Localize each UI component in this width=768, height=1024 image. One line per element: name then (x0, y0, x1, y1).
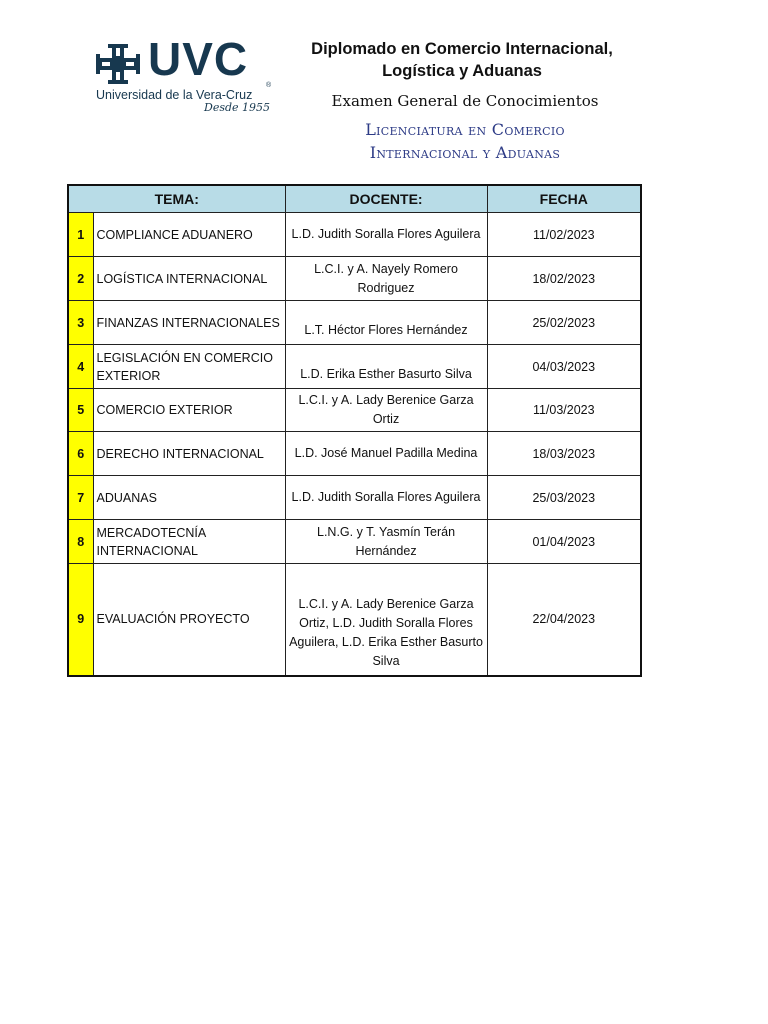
header-fecha: FECHA (487, 185, 641, 213)
row-fecha: 11/02/2023 (487, 213, 641, 257)
university-name: Universidad de la Vera-Cruz (96, 88, 253, 102)
table-row (68, 389, 641, 432)
table-row (68, 213, 641, 257)
row-fecha: 11/03/2023 (487, 389, 641, 432)
founded-text: Desde 1955 (204, 101, 271, 114)
row-tema: COMPLIANCE ADUANERO (93, 213, 285, 257)
row-number: 4 (68, 345, 93, 389)
table-row (68, 257, 641, 301)
row-tema: LOGÍSTICA INTERNACIONAL (93, 257, 285, 301)
row-number: 7 (68, 476, 93, 520)
row-tema: COMERCIO EXTERIOR (93, 389, 285, 432)
row-tema: LEGISLACIÓN EN COMERCIO EXTERIOR (93, 345, 285, 389)
program-title (292, 38, 632, 82)
row-tema: DERECHO INTERNACIONAL (93, 432, 285, 476)
row-docente: L.D. José Manuel Padilla Medina (285, 432, 487, 476)
program-title-line2: Logística y Aduanas (382, 62, 542, 80)
row-number: 8 (68, 520, 93, 564)
header-docente: DOCENTE: (285, 185, 487, 213)
schedule-table (67, 184, 642, 677)
row-number: 2 (68, 257, 93, 301)
uvc-logo (96, 33, 272, 116)
row-number: 5 (68, 389, 93, 432)
degree-title-line2: Internacional y Aduanas (369, 143, 561, 162)
row-docente: L.C.I. y A. Lady Berenice Garza Ortiz, L.D. Judith Soralla Flores Aguilera, L.D. Erika Esther Basurto Silva (285, 564, 487, 676)
table-header-row (68, 185, 641, 213)
table-row (68, 476, 641, 520)
row-fecha: 01/04/2023 (487, 520, 641, 564)
exam-title: Examen General de Conocimientos (331, 92, 599, 110)
table-row (68, 564, 641, 676)
row-fecha: 25/02/2023 (487, 301, 641, 345)
row-fecha: 18/02/2023 (487, 257, 641, 301)
registered-mark: ® (266, 82, 272, 89)
row-number: 6 (68, 432, 93, 476)
row-fecha: 25/03/2023 (487, 476, 641, 520)
degree-title (300, 118, 630, 164)
header-tema: TEMA: (68, 185, 285, 213)
row-tema: MERCADOTECNÍA INTERNACIONAL (93, 520, 285, 564)
row-docente: L.T. Héctor Flores Hernández (285, 301, 487, 345)
row-tema: EVALUACIÓN PROYECTO (93, 564, 285, 676)
row-number: 3 (68, 301, 93, 345)
table-row (68, 520, 641, 564)
row-fecha: 22/04/2023 (487, 564, 641, 676)
row-fecha: 04/03/2023 (487, 345, 641, 389)
row-docente: L.D. Judith Soralla Flores Aguilera (285, 476, 487, 520)
row-docente: L.C.I. y A. Lady Berenice Garza Ortiz (285, 389, 487, 432)
program-title-line1: Diplomado en Comercio Internacional, (311, 40, 613, 58)
row-docente: L.N.G. y T. Yasmín Terán Hernández (285, 520, 487, 564)
row-tema: ADUANAS (93, 476, 285, 520)
logo-wordmark: UVC (148, 33, 249, 85)
row-docente: L.C.I. y A. Nayely Romero Rodriguez (285, 257, 487, 301)
row-fecha: 18/03/2023 (487, 432, 641, 476)
row-number: 9 (68, 564, 93, 676)
row-docente: L.D. Erika Esther Basurto Silva (285, 345, 487, 389)
degree-title-line1: Licenciatura en Comercio (365, 120, 565, 139)
table-row (68, 432, 641, 476)
row-tema: FINANZAS INTERNACIONALES (93, 301, 285, 345)
row-number: 1 (68, 213, 93, 257)
table-row (68, 345, 641, 389)
table-row (68, 301, 641, 345)
cross-emblem-icon (96, 44, 140, 84)
row-docente: L.D. Judith Soralla Flores Aguilera (285, 213, 487, 257)
